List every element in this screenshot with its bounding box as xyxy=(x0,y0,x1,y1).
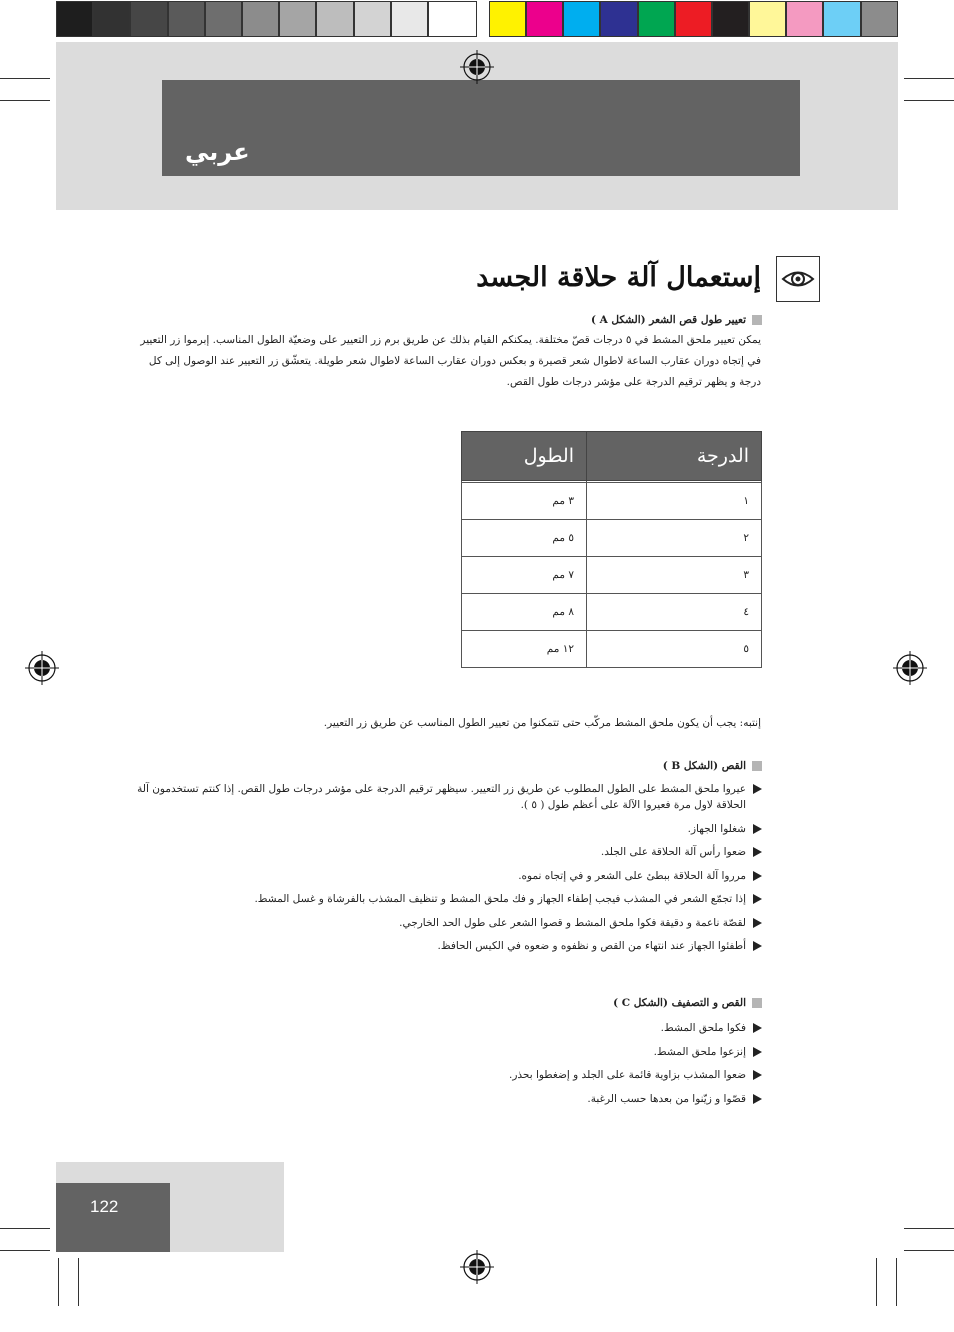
crop-mark xyxy=(0,100,50,101)
table-cell-length: ٥ مم xyxy=(462,520,587,557)
list-item xyxy=(132,938,762,954)
table-row xyxy=(462,631,762,668)
table-cell-setting: ١ xyxy=(587,483,762,520)
crop-mark xyxy=(78,1258,79,1306)
table-row xyxy=(462,557,762,594)
table-row xyxy=(462,483,762,520)
triangle-bullet-icon xyxy=(753,941,762,951)
color-swatch xyxy=(638,1,675,37)
triangle-bullet-icon xyxy=(753,871,762,881)
crop-mark xyxy=(904,1250,954,1251)
crop-mark xyxy=(904,78,954,79)
color-swatch xyxy=(786,1,823,37)
registration-mark-icon xyxy=(25,651,59,685)
list-item xyxy=(132,781,762,813)
list-item xyxy=(132,1020,762,1036)
color-swatch xyxy=(354,1,391,37)
triangle-bullet-icon xyxy=(753,918,762,928)
crop-mark xyxy=(876,1258,877,1306)
list-item xyxy=(132,891,762,907)
color-swatch xyxy=(489,1,526,37)
color-swatch xyxy=(749,1,786,37)
table-cell-length: ٧ مم xyxy=(462,557,587,594)
color-swatch xyxy=(168,1,205,37)
intro-paragraph: يمكن تعيير ملحق المشط في ٥ درجات قصّ مختلفة. يمكنكم القيام بذلك عن طريق برم زر التعيير على وضعيّة الطول المناسب. إبرموا زر التعيير في إتجاه دوران عقارب الساعة لاطوال شعر قصيرة و بعكس دوران عقارب الساعة لاطوال شعر طويلة. يتعشّق زر التعيير عند الوصول إلى كل درجة و يظهر ترقيم الدرجة على مؤشر درجات طول القص. xyxy=(140,334,761,388)
step-text: إذا تجمّع الشعر في المشذب فيجب إطفاء الجهاز و فك ملحق المشط و تنظيف المشذب بالفرشاة و غسل المشط. xyxy=(254,893,746,905)
registration-mark-icon xyxy=(460,50,494,84)
step-text: شغلوا الجهاز. xyxy=(687,822,746,835)
color-swatch xyxy=(712,1,749,37)
list-item xyxy=(132,1067,762,1083)
shaping-heading xyxy=(613,997,762,1009)
crop-mark xyxy=(904,100,954,101)
list-item xyxy=(132,868,762,884)
list-item xyxy=(132,1044,762,1060)
color-swatch xyxy=(823,1,860,37)
crop-mark xyxy=(0,78,50,79)
color-swatch xyxy=(428,1,477,37)
trimming-heading-text: القص (الشكل B ) xyxy=(662,760,746,772)
bullet-square xyxy=(752,315,762,325)
crop-mark xyxy=(0,1250,50,1251)
table-cell-length: ٣ مم xyxy=(462,483,587,520)
color-swatch xyxy=(242,1,279,37)
table-cell-setting: ٤ xyxy=(587,594,762,631)
eye-icon xyxy=(776,256,820,302)
trimming-heading xyxy=(663,760,762,772)
table-header-setting: الدرجة xyxy=(587,432,762,481)
color-swatch xyxy=(205,1,242,37)
triangle-bullet-icon xyxy=(753,784,762,794)
crop-mark xyxy=(0,1228,50,1229)
step-text: مرروا آلة الحلاقة ببطئ على الشعر و في إتجاه نموه. xyxy=(518,869,746,882)
bullet-square xyxy=(752,761,762,771)
table-row xyxy=(462,594,762,631)
color-swatch xyxy=(56,1,93,37)
triangle-bullet-icon xyxy=(753,824,762,834)
triangle-bullet-icon xyxy=(753,1094,762,1104)
triangle-bullet-icon xyxy=(753,1047,762,1057)
length-setting-heading-text: تعيير طول قص الشعر (الشكل A ) xyxy=(590,314,746,326)
language-title: عربي xyxy=(185,138,250,166)
table-cell-setting: ٣ xyxy=(587,557,762,594)
list-item xyxy=(132,915,762,931)
table-cell-setting: ٢ xyxy=(587,520,762,557)
step-text: لقصّة ناعمة و دقيقة فكوا ملحق المشط و قصوا الشعر على طول الحد الخارجي. xyxy=(399,916,746,929)
step-text: قصّوا و زيّنوا من بعدها حسب الرغبة. xyxy=(587,1092,746,1105)
color-swatch xyxy=(861,1,898,37)
color-swatch xyxy=(130,1,167,37)
shaping-heading-text: القص و التصفيف (الشكل C ) xyxy=(613,997,746,1009)
registration-mark-icon xyxy=(893,651,927,685)
color-swatch xyxy=(526,1,563,37)
trimming-steps xyxy=(132,781,762,962)
length-table xyxy=(461,431,762,668)
table-row xyxy=(462,520,762,557)
table-cell-setting: ٥ xyxy=(587,631,762,668)
note-text: إنتبه: يجب أن يكون ملحق المشط مركّب حتى تتمكنوا من تعيير الطول المناسب عن طريق زر التعيير. xyxy=(323,717,761,729)
header-title-bar xyxy=(162,80,800,176)
color-swatch xyxy=(316,1,353,37)
crop-mark xyxy=(904,1228,954,1229)
color-swatch xyxy=(675,1,712,37)
color-swatch xyxy=(600,1,637,37)
color-swatch xyxy=(279,1,316,37)
triangle-bullet-icon xyxy=(753,1023,762,1033)
triangle-bullet-icon xyxy=(753,1070,762,1080)
list-item xyxy=(132,1091,762,1107)
bullet-square xyxy=(752,998,762,1008)
table-cell-length: ٨ مم xyxy=(462,594,587,631)
triangle-bullet-icon xyxy=(753,894,762,904)
page-number: 122 xyxy=(90,1197,119,1216)
color-swatch xyxy=(563,1,600,37)
color-calibration-bar xyxy=(56,1,898,39)
page-number-box xyxy=(56,1183,170,1252)
section-title: إستعمال آلة حلاقة الجسد xyxy=(476,262,761,293)
color-swatch xyxy=(93,1,130,37)
color-swatch xyxy=(391,1,428,37)
crop-mark xyxy=(58,1258,59,1306)
list-item xyxy=(132,844,762,860)
step-text: إنزعوا ملحق المشط. xyxy=(653,1045,746,1058)
step-text: ضعوا المشذب بزاوية قائمة على الجلد و إضغطوا بحذر. xyxy=(509,1069,746,1081)
length-setting-heading xyxy=(591,314,762,326)
table-cell-length: ١٢ مم xyxy=(462,631,587,668)
step-text: فكوا ملحق المشط. xyxy=(660,1022,746,1034)
step-text: ضعوا رأس آلة الحلاقة على الجلد. xyxy=(600,846,746,858)
shaping-steps xyxy=(132,1020,762,1114)
list-item xyxy=(132,821,762,837)
step-text: عيروا ملحق المشط على الطول المطلوب عن طريق زر التعيير. سيظهر ترقيم الدرجة على مؤشر درجات طول القص. إذا كنتم تستخدمون آلة الحلاقة لاول مرة فعيروا الآلة على أعظم طول ( ٥ ). xyxy=(137,783,746,811)
triangle-bullet-icon xyxy=(753,847,762,857)
table-header-length: الطول xyxy=(462,432,587,481)
step-text: أطفئوا الجهاز عند انتهاء من القص و نظفوه و ضعوه في الكيس الحافظ. xyxy=(437,940,746,952)
crop-mark xyxy=(896,1258,897,1306)
registration-mark-icon xyxy=(460,1250,494,1284)
